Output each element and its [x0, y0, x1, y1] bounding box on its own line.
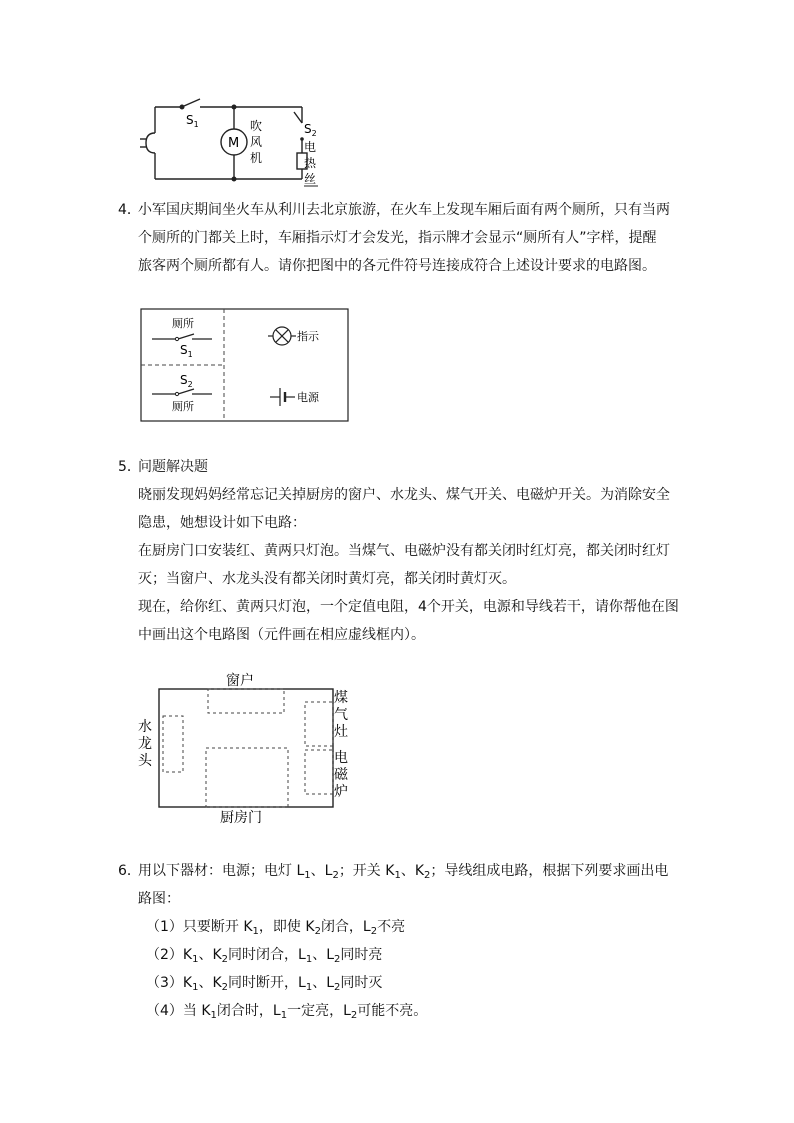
q6-item-2: $(2)K_1$、$K_2$同时闭合，$L_1$、$L_2$同时亮 — [146, 947, 383, 965]
q4-line-3: 旅客两个厕所都有人。请你把图中的各元件符号连接成符合上述设计要求的电路图。 — [138, 258, 656, 274]
q5-line-5: 现在，给你红、黄两只灯泡，一个定值电阻，4个开关，电源和导线若干，请你帮他在图 — [138, 599, 679, 615]
s1-label: $S_1$ — [180, 343, 193, 359]
q5-line-6: 中画出这个电路图（元件画在相应虚线框内）。 — [138, 627, 425, 643]
faucet-char-2: 龙 — [138, 736, 152, 752]
s2-label: $S_2$ — [180, 373, 193, 389]
q5-line-3: 在厨房门口安装红、黄两只灯泡。当煤气、电磁炉没有都关闭时红灯亮，都关闭时红灯 — [138, 543, 670, 559]
q6-line-1: 用以下器材：电源；电灯 $L_1$、$L_2$；开关 $K_1$、$K_2$；导线组成电路，根据下列要求画出电 — [138, 863, 669, 881]
hair-dryer-circuit-figure — [138, 95, 328, 195]
gas-char-3: 灶 — [334, 724, 348, 740]
indicator-label: 指示 — [297, 330, 319, 343]
gas-char-1: 煤 — [334, 690, 348, 706]
switch-s1-label: $S_1$ — [186, 113, 199, 129]
q6-line-2: 路图： — [138, 891, 180, 907]
q6-item-4: （4）当 $K_1$闭合时，$L_1$一定亮，$L_2$可能不亮。 — [146, 1003, 428, 1021]
switch-s2-label: $S_2$ — [304, 122, 317, 138]
motor-label: M — [228, 136, 240, 151]
q6-item-3: $(3)K_1$、$K_2$同时断开，$L_1$、$L_2$同时灭 — [146, 975, 383, 993]
kitchen-door-label: 厨房门 — [220, 810, 262, 826]
toilet1-label: 厕所 — [172, 317, 194, 330]
faucet-char-3: 头 — [138, 753, 152, 769]
faucet-char-1: 水 — [138, 719, 152, 735]
blower-char-2: 风 — [250, 135, 263, 149]
induction-char-3: 炉 — [334, 784, 348, 800]
heater-char-3: 丝 — [304, 172, 317, 186]
q5-number: 5． — [118, 459, 141, 475]
q6-item-1: （1）只要断开 $K_1$，即使 $K_2$闭合，$L_2$不亮 — [146, 919, 406, 937]
induction-char-2: 磁 — [334, 767, 348, 783]
toilet2-label: 厕所 — [172, 400, 194, 413]
q4-number: 4． — [118, 202, 141, 218]
heater-char-1: 电 — [304, 140, 317, 154]
q4-line-1: 小军国庆期间坐火车从利川去北京旅游，在火车上发现车厢后面有两个厕所，只有当两 — [138, 202, 670, 218]
gas-char-2: 气 — [334, 707, 348, 723]
toilet-circuit-figure — [140, 308, 350, 424]
q5-line-1: 晓丽发现妈妈经常忘记关掉厨房的窗户、水龙头、煤气开关、电磁炉开关。为消除安全 — [138, 487, 670, 503]
heater-char-2: 热 — [304, 156, 317, 170]
blower-char-1: 吹 — [250, 119, 263, 133]
q5-line-2: 隐患，她想设计如下电路： — [138, 515, 306, 531]
q5-line-4: 灭；当窗户、水龙头没有都关闭时黄灯亮，都关闭时黄灯灭。 — [138, 571, 516, 587]
kitchen-circuit-figure — [134, 668, 364, 828]
window-label: 窗户 — [226, 673, 254, 689]
q5-heading: 问题解决题 — [138, 459, 208, 475]
induction-char-1: 电 — [334, 750, 348, 766]
q6-number: 6． — [118, 863, 141, 879]
q4-line-2: 个厕所的门都关上时，车厢指示灯才会发光，指示牌才会显示“厕所有人”字样，提醒 — [138, 230, 657, 246]
blower-char-3: 机 — [250, 151, 263, 165]
power-label: 电源 — [297, 391, 319, 404]
